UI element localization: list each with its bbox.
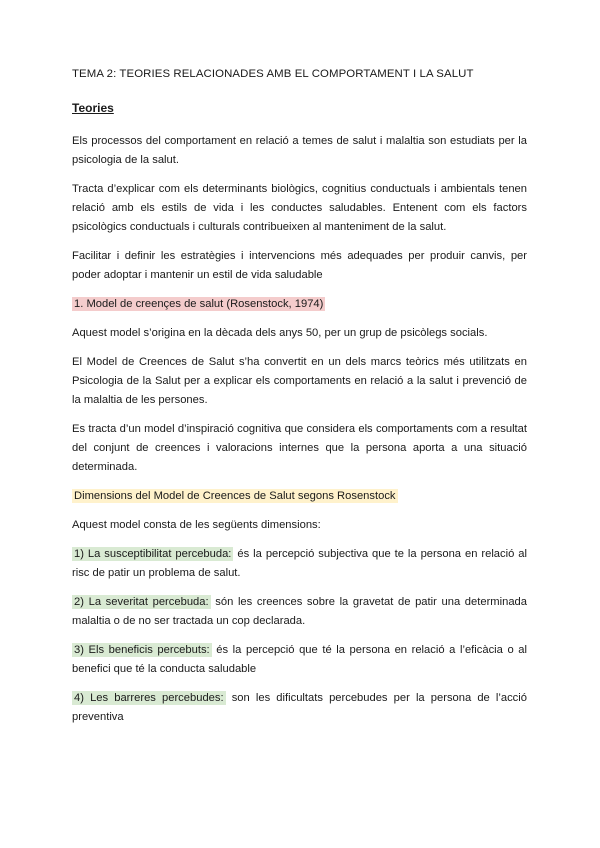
dimension-item (72, 689, 527, 727)
dimension-item (72, 641, 527, 679)
dimension-item (72, 593, 527, 631)
dimension-text: són les creences sobre la gravetat de patir una determinada malaltia o de no ser tractada un cop declarada. (72, 596, 528, 627)
intro-paragraph: Tracta d’explicar com els determinants biològics, cognitius conductuals i ambientals tenen relació amb els estils de vida i les conductes saludables. Entenent com els factors psicològics conductuals i culturals contribueixen al manteniment de la salut. (72, 183, 527, 233)
dimension-label: 2) La severitat percebuda: (74, 596, 209, 608)
dimension-text: és la percepció subjectiva que te la persona en relació al risc de patir un problema de salut. (72, 548, 527, 579)
intro-paragraph: Els processos del comportament en relació a temes de salut i malaltia son estudiats per la psicologia de la salut. (72, 135, 527, 166)
document-content (72, 68, 527, 737)
dimensions-title: Dimensions del Model de Creences de Salut segons Rosenstock (74, 490, 396, 502)
intro-paragraph: Facilitar i definir les estratègies i intervencions més adequades per produir canvis, per poder adoptar i mantenir un estil de vida saludable (72, 250, 527, 281)
section-1-title: 1. Model de creençes de salut (Rosenstock, 1974) (74, 298, 324, 310)
document-title: TEMA 2: TEORIES RELACIONADES AMB EL COMPORTAMENT I LA SALUT (72, 68, 474, 80)
dimension-text: son les dificultats percebudes per la persona de l’acció preventiva (72, 692, 527, 723)
section-1-paragraph: Aquest model s’origina en la dècada dels anys 50, per un grup de psicòlegs socials. (72, 327, 488, 339)
dimension-text: és la percepció que té la persona en relació a l’eficàcia o al benefici que té la conducta saludable (72, 644, 527, 675)
dimension-label: 3) Els beneficis percebuts: (74, 644, 210, 656)
dimensions-title-line (72, 487, 527, 506)
section-heading-teories: Teories (72, 101, 114, 115)
section-1-title-line (72, 295, 527, 314)
section-1-paragraph: Es tracta d’un model d’inspiració cognitiva que considera els comportaments com a resultat del conjunt de creences i valoracions internes que la persona aporta a una situació determinada. (72, 423, 527, 473)
dimension-label: 4) Les barreres percebudes: (74, 692, 224, 704)
section-1-paragraph: El Model de Creences de Salut s’ha convertit en un dels marcs teòrics més utilitzats en Psicologia de la Salut per a explicar els comportaments en relació a la salut i prevenció de la malaltia de les persones. (72, 356, 527, 406)
dimension-label: 1) La susceptibilitat percebuda: (74, 548, 232, 560)
dimension-item (72, 545, 527, 583)
dimensions-intro: Aquest model consta de les següents dimensions: (72, 519, 321, 531)
